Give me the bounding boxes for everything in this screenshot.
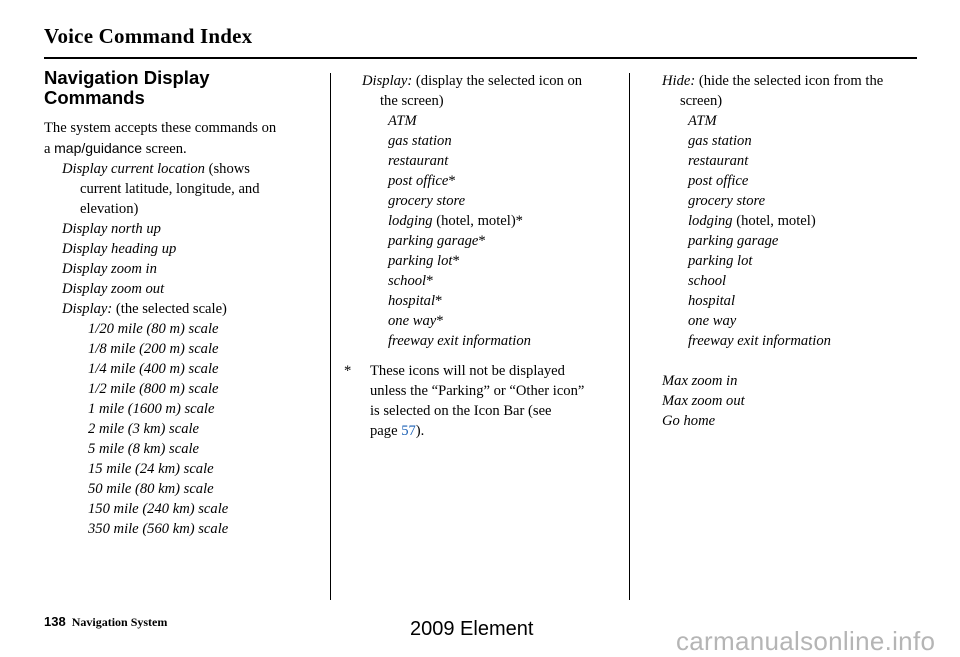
page-title: Voice Command Index: [44, 24, 253, 48]
icon-item: gas station: [688, 133, 752, 149]
icon-item: post office*: [388, 173, 456, 189]
icon-item: gas station: [388, 133, 452, 149]
command-item: Max zoom in: [662, 373, 738, 389]
column-divider: [330, 73, 331, 600]
icon-item: lodging (hotel, motel): [688, 213, 816, 229]
command-item: Display north up: [62, 221, 161, 237]
scale-item: 1 mile (1600 m) scale: [88, 401, 215, 417]
scale-item: 15 mile (24 km) scale: [88, 461, 214, 477]
command-item: Go home: [662, 413, 716, 429]
command-item: Display zoom in: [62, 261, 157, 277]
title-rule: [44, 57, 917, 59]
site-watermark: carmanualsonline.info: [676, 626, 936, 656]
page-footer: [44, 614, 167, 630]
command-item: Hide: (hide the selected icon from the screen): [662, 73, 884, 109]
scale-item: 1/20 mile (80 m) scale: [88, 321, 219, 337]
scale-item: 50 mile (80 km) scale: [88, 481, 214, 497]
command-item: Display current location (shows current latitude, longitude, and elevation): [62, 161, 260, 217]
icon-item: hospital: [688, 293, 736, 309]
command-item: Display: (display the selected icon on the screen): [362, 73, 583, 109]
icon-item: parking garage: [688, 233, 779, 249]
model-watermark: 2009 Element: [410, 618, 534, 640]
footnote: * These icons will not be displayed unless the “Parking” or “Other icon” is selected on the Icon Bar (see page 57).: [344, 363, 585, 439]
page-number: 138: [44, 614, 66, 629]
scale-item: 1/2 mile (800 m) scale: [88, 381, 219, 397]
command-item: Max zoom out: [662, 393, 745, 409]
command-item: Display heading up: [62, 241, 177, 257]
scale-item: 1/8 mile (200 m) scale: [88, 341, 219, 357]
icon-item: restaurant: [688, 153, 749, 169]
icon-item: one way: [688, 313, 737, 329]
icon-item: grocery store: [688, 193, 766, 209]
icon-item: grocery store: [388, 193, 466, 209]
icon-item: parking garage*: [388, 233, 486, 249]
icon-item: post office: [688, 173, 749, 189]
scale-item: 2 mile (3 km) scale: [88, 421, 200, 437]
icon-item: freeway exit information: [688, 333, 831, 349]
icon-item: ATM: [388, 113, 417, 129]
command-item: Display: (the selected scale): [62, 301, 227, 317]
icon-item: hospital*: [388, 293, 443, 309]
icon-item: restaurant: [388, 153, 449, 169]
icon-item: freeway exit information: [388, 333, 531, 349]
icon-item: school: [688, 273, 727, 289]
screen-name: map/guidance: [54, 140, 143, 156]
scale-item: 1/4 mile (400 m) scale: [88, 361, 219, 377]
scale-item: 5 mile (8 km) scale: [88, 441, 200, 457]
section-heading: Navigation Display Commands: [44, 67, 210, 108]
column-right: [662, 71, 922, 431]
command-item: Display zoom out: [62, 281, 165, 297]
column-divider: [629, 73, 630, 600]
icon-item: school*: [388, 273, 434, 289]
footer-label: Navigation System: [71, 615, 168, 629]
page-link[interactable]: 57: [401, 423, 416, 439]
icon-item: parking lot*: [388, 253, 460, 269]
icon-item: one way*: [388, 313, 444, 329]
column-middle: [344, 71, 624, 441]
icon-item: parking lot: [688, 253, 753, 269]
intro-text: The system accepts these commands on a map/guidance screen.: [44, 120, 277, 157]
scale-item: 150 mile (240 km) scale: [88, 501, 229, 517]
icon-item: lodging (hotel, motel)*: [388, 213, 523, 229]
column-left: [44, 68, 324, 539]
icon-item: ATM: [688, 113, 717, 129]
scale-item: 350 mile (560 km) scale: [88, 521, 229, 537]
